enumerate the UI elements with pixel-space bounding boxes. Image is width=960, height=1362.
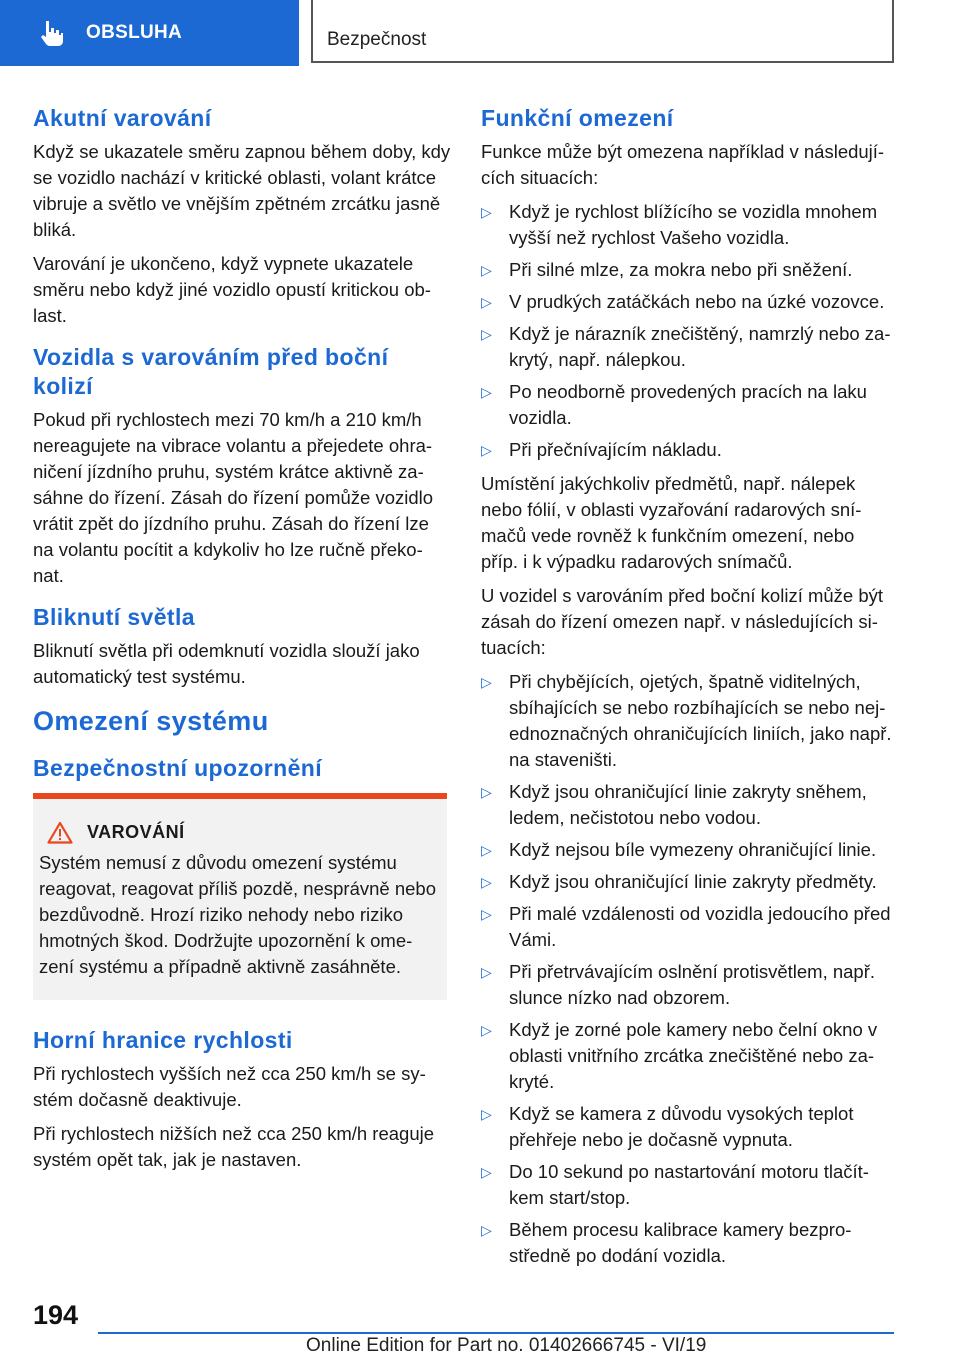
- paragraph: Varování je ukončeno, když vypnete ukazatele směru nebo když jiné vozidlo opustí kritickou ob‐ last.: [33, 253, 431, 326]
- list-item: ▷ Když je nárazník znečištěný, namrzlý nebo za‐ krytý, např. nálepkou.: [481, 323, 891, 370]
- triangle-right-icon: ▷: [481, 1222, 492, 1238]
- section-vozidla: [33, 343, 451, 589]
- list-item: ▷ V prudkých zatáčkách nebo na úzké vozovce.: [481, 289, 895, 315]
- heading-bliknuti: Bliknutí světla: [33, 604, 195, 630]
- triangle-right-icon: ▷: [481, 906, 492, 922]
- triangle-right-icon: ▷: [481, 204, 492, 220]
- list-item: ▷ Když je zorné pole kamery nebo čelní okno v oblasti vnitřního zrcátka znečištěné nebo za‐ kryté.: [481, 1019, 878, 1092]
- paragraph: U vozidel s varováním před boční kolizí může být zásah do řízení omezen např. v následujících si‐ tuacích:: [481, 585, 884, 658]
- list-item: ▷ Když nejsou bíle vymezeny ohraničující linie.: [481, 837, 895, 863]
- list-item: ▷ Při přetrvávajícím oslnění protisvětlem, např. slunce nízko nad obzorem.: [481, 961, 876, 1008]
- paragraph: Při rychlostech nižších než cca 250 km/h reaguje systém opět tak, jak je nastaven.: [33, 1123, 435, 1170]
- header-tab[interactable]: [0, 0, 299, 66]
- triangle-right-icon: ▷: [481, 1022, 492, 1038]
- list-item: ▷ Když je rychlost blížícího se vozidla mnohem vyšší než rychlost Vašeho vozidla.: [481, 201, 878, 248]
- paragraph: Umístění jakýchkoliv předmětů, např. nálepek nebo fólií, v oblasti vyzařování radarových sní‐ mačů vede rovněž k funkčním omezení, nebo příp. i k výpadku radarových snímačů.: [481, 473, 862, 572]
- list-item: ▷ Při chybějících, ojetých, špatně viditelných, sbíhajících se nebo rozbíhajících se nebo nej‐ ednoznačných ohraničujících liniích, jako např. na staveništi.: [481, 671, 892, 770]
- warning-header: [39, 821, 439, 844]
- triangle-right-icon: ▷: [481, 674, 492, 690]
- bullet-list-1: [481, 199, 895, 463]
- edition-text: Online Edition for Part no. 01402666745 - VI/19: [306, 1335, 707, 1356]
- right-column: [481, 104, 895, 1277]
- triangle-right-icon: ▷: [481, 784, 492, 800]
- list-item: ▷ Při malé vzdálenosti od vozidla jedoucího před Vámi.: [481, 903, 891, 950]
- section-bliknuti: [33, 603, 451, 690]
- triangle-right-icon: ▷: [481, 294, 492, 310]
- list-item: ▷ Když se kamera z důvodu vysokých teplot přehřeje nebo je dočasně vypnuta.: [481, 1103, 854, 1150]
- triangle-right-icon: ▷: [481, 1106, 492, 1122]
- warning-box: [33, 793, 447, 1000]
- heading-vozidla: Vozidla s varováním před boční kolizí: [33, 344, 389, 399]
- triangle-right-icon: ▷: [481, 326, 492, 342]
- hand-pointer-icon: [38, 19, 64, 47]
- paragraph: Pokud při rychlostech mezi 70 km/h a 210 km/h nereagujete na vibrace volantu a přejedete ohra‐ ničení jízdního pruhu, systém krátce aktivně za‐ sáhne do řízení. Zásah do řízení pomůže vozidlo vrátit zpět do jízdního pruhu. Zásah do řízení lze na volantu pocítit a kdykoliv ho lze ručně překo‐ nat.: [33, 409, 434, 586]
- section-horni: [33, 1026, 451, 1173]
- heading-funkcni: Funkční omezení: [481, 105, 674, 131]
- triangle-right-icon: ▷: [481, 964, 492, 980]
- header-section-title: Bezpečnost: [327, 29, 427, 50]
- heading-horni: Horní hranice rychlosti: [33, 1027, 293, 1053]
- triangle-right-icon: ▷: [481, 442, 492, 458]
- warning-text: Systém nemusí z důvodu omezení systému reagovat, reagovat příliš pozdě, nesprávně nebo bezdůvodně. Hrozí riziko nehody nebo riziko hmotných škod. Dodržujte upozornění k ome‐ zení systému a případně aktivně zasáhněte.: [39, 852, 436, 977]
- footer-divider: [98, 1332, 894, 1334]
- warning-label: VAROVÁNÍ: [87, 822, 185, 842]
- section-akutni: [33, 104, 451, 329]
- paragraph: Když se ukazatele směru zapnou během doby, kdy se vozidlo nachází v kritické oblasti, volant krátce vibruje a světlo ve vnějším zpětném zrcátku jasně bliká.: [33, 141, 451, 240]
- list-item: ▷ Během procesu kalibrace kamery bezpro‐ středně po dodání vozidla.: [481, 1219, 852, 1266]
- list-item: ▷ Po neodborně provedených pracích na laku vozidla.: [481, 381, 867, 428]
- paragraph: Bliknutí světla při odemknutí vozidla slouží jako automatický test systému.: [33, 640, 420, 687]
- heading-bezpecnostni: Bezpečnostní upozornění: [33, 755, 323, 781]
- header-section-box: [311, 0, 894, 63]
- header-tab-label: OBSLUHA: [86, 22, 183, 43]
- bullet-list-2: [481, 669, 895, 1269]
- triangle-right-icon: ▷: [481, 842, 492, 858]
- list-item: ▷ Když jsou ohraničující linie zakryty sněhem, ledem, nečistotou nebo vodou.: [481, 781, 867, 828]
- list-item: ▷ Při silné mlze, za mokra nebo při sněžení.: [481, 257, 895, 283]
- paragraph: Při rychlostech vyšších než cca 250 km/h se sy‐ stém dočasně deaktivuje.: [33, 1063, 426, 1110]
- warning-triangle-icon: [47, 821, 73, 844]
- page-number: 194: [33, 1300, 79, 1330]
- paragraph: Funkce může být omezena například v následují‐ cích situacích:: [481, 141, 885, 188]
- list-item: ▷ Při přečnívajícím nákladu.: [481, 437, 895, 463]
- heading-akutni: Akutní varování: [33, 105, 212, 131]
- triangle-right-icon: ▷: [481, 262, 492, 278]
- list-item: ▷ Když jsou ohraničující linie zakryty předměty.: [481, 869, 895, 895]
- triangle-right-icon: ▷: [481, 1164, 492, 1180]
- triangle-right-icon: ▷: [481, 384, 492, 400]
- heading-omezeni: Omezení systému: [33, 706, 269, 736]
- list-item: ▷ Do 10 sekund po nastartování motoru tlačít‐ kem start/stop.: [481, 1161, 869, 1208]
- triangle-right-icon: ▷: [481, 874, 492, 890]
- left-column: [33, 104, 451, 1187]
